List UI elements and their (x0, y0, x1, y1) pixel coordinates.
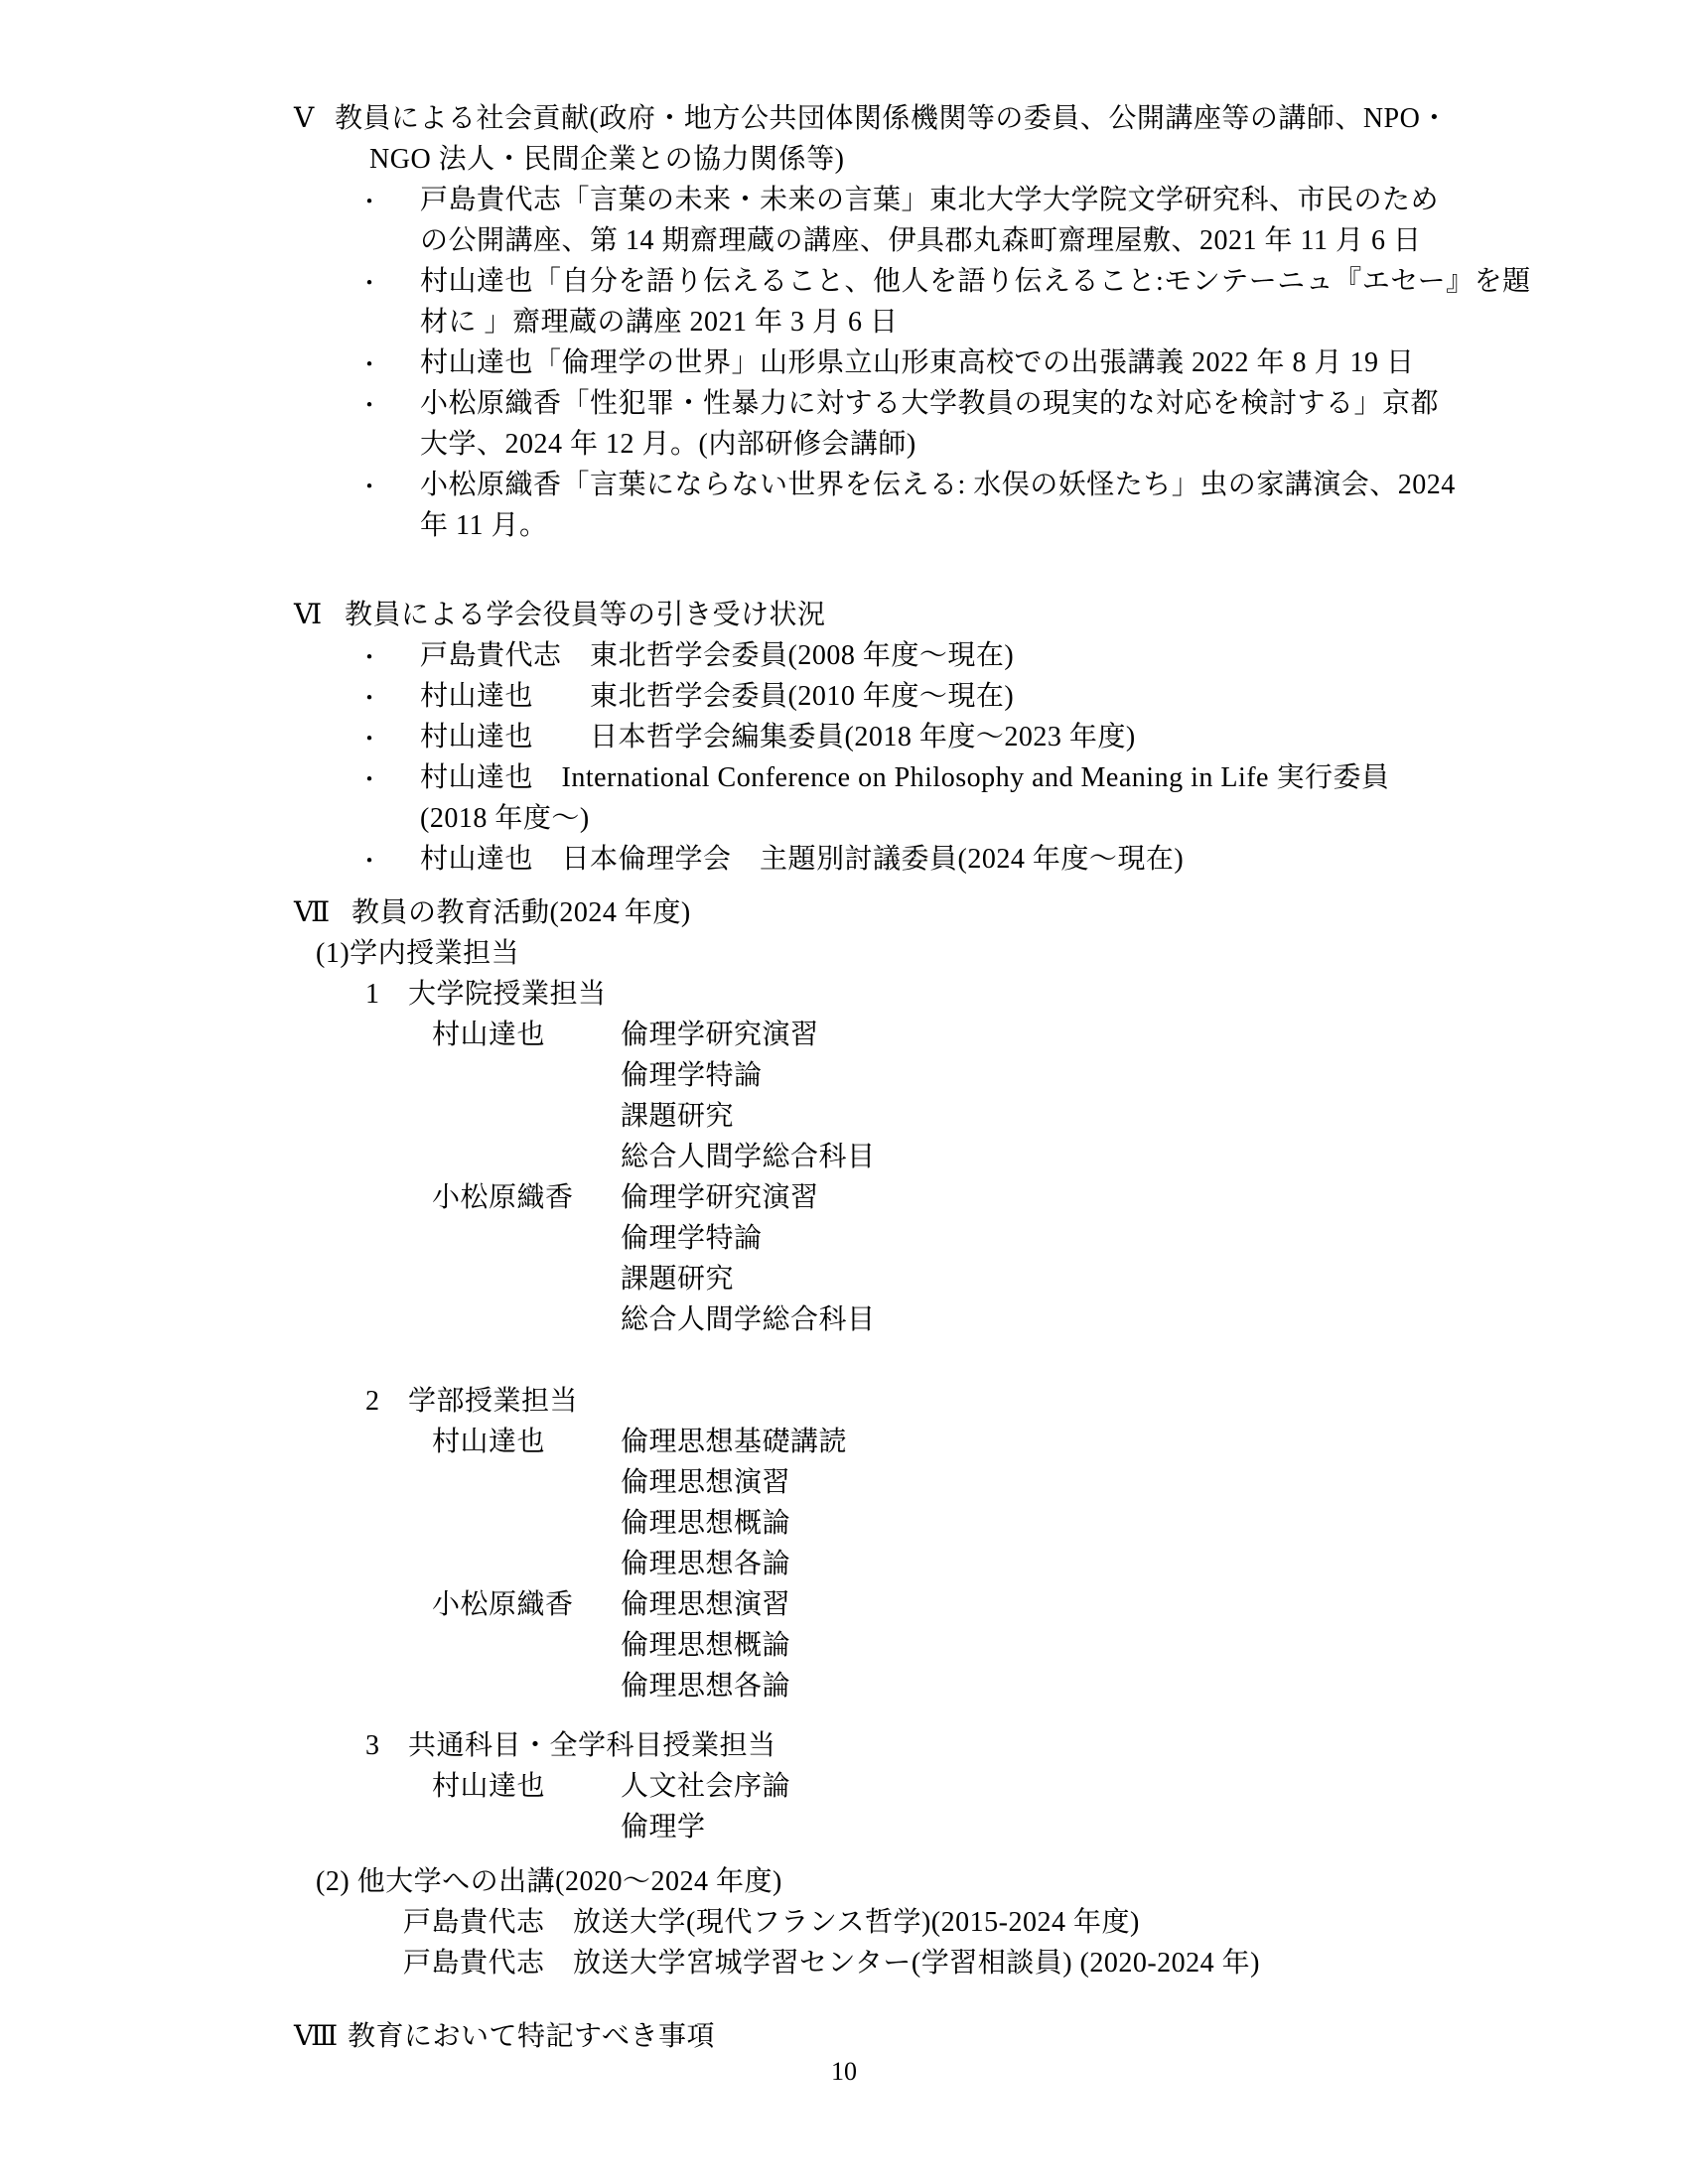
course-row (432, 1059, 763, 1093)
section-v-numeral: Ⅴ (294, 103, 315, 134)
list-item-continuation: 材に 」齋理蔵の講座 2021 年 3 月 6 日 (420, 307, 899, 338)
course-row (432, 1303, 876, 1337)
bullet-icon: ・ (357, 474, 382, 500)
course-name: 倫理学特論 (621, 1060, 763, 1091)
course-row (432, 1629, 790, 1663)
lecturer-name: 小松原織香 (432, 1589, 574, 1620)
course-row (432, 1019, 819, 1052)
list-item (357, 346, 1415, 382)
list-item-text: 戸島貴代志 東北哲学会委員(2008 年度～現在) (420, 640, 1015, 671)
section-v-title: 教員による社会貢献(政府・地方公共団体関係機関等の委員、公開講座等の講師、NPO・ (335, 103, 1449, 134)
course-name: 倫理思想演習 (621, 1589, 791, 1620)
course-row (432, 1181, 819, 1215)
section-vii-title: 教員の教育活動(2024 年度) (352, 897, 691, 928)
list-item-text: 村山達也 International Conference on Philosophy and Meaning in Life 実行委員 (420, 762, 1390, 793)
course-name: 倫理思想概論 (621, 1630, 791, 1661)
subsection-label-graduate: 1 大学院授業担当 (365, 979, 607, 1010)
section-viii-numeral: Ⅷ (294, 2021, 339, 2052)
list-item (357, 761, 1390, 797)
list-item-text: 小松原織香「言葉にならない世界を伝える: 水俣の妖怪たち」虫の家講演会、2024 (420, 470, 1456, 500)
section-viii-title: 教育において特記すべき事項 (348, 2021, 715, 2052)
section-v-title-continuation: NGO 法人・民間企業との協力関係等) (369, 144, 845, 175)
list-item-text: 戸島貴代志「言葉の未来・未来の言葉」東北大学大学院文学研究科、市民のため (420, 185, 1440, 215)
course-name: 倫理学研究演習 (621, 1020, 819, 1050)
course-name: 倫理学特論 (621, 1223, 763, 1254)
subsection-label-undergraduate: 2 学部授業担当 (365, 1386, 579, 1417)
course-name: 倫理思想概論 (621, 1508, 791, 1539)
section-vi-numeral: Ⅵ (294, 600, 323, 630)
list-item (357, 184, 1439, 219)
course-row (432, 1466, 790, 1500)
course-row (432, 1548, 790, 1581)
page-number: 10 (831, 2057, 857, 2086)
subsection-label-other-universities: (2) 他大学への出講(2020～2024 年度) (316, 1866, 782, 1897)
list-item-continuation: の公開講座、第 14 期齋理蔵の講座、伊具郡丸森町齋理屋敷、2021 年 11 月 6 日 (420, 225, 1422, 256)
lecturer-name: 小松原織香 (432, 1182, 574, 1213)
course-row (432, 1100, 734, 1134)
section-vii-numeral: Ⅶ (294, 897, 331, 928)
section-v-heading (294, 102, 1449, 136)
list-item-text: 村山達也 東北哲学会委員(2010 年度～現在) (420, 681, 1015, 712)
list-item-text: 村山達也 日本倫理学会 主題別討議委員(2024 年度～現在) (420, 844, 1185, 875)
section-viii-heading (294, 2020, 715, 2054)
section-vii-heading (294, 896, 691, 930)
course-row (432, 1811, 706, 1844)
course-row (432, 1141, 876, 1174)
course-name: 倫理学 (621, 1812, 706, 1843)
course-row (432, 1770, 790, 1804)
section-vi-title: 教員による学会役員等の引き受け状況 (345, 600, 826, 630)
course-name: 課題研究 (621, 1101, 735, 1132)
course-name: 課題研究 (621, 1264, 735, 1295)
subsection-label-common-courses: 3 共通科目・全学科目授業担当 (365, 1730, 776, 1761)
list-item-text: 村山達也 日本哲学会編集委員(2018 年度～2023 年度) (420, 722, 1136, 752)
lecturer-name: 村山達也 (432, 1020, 546, 1050)
course-row (432, 1588, 790, 1622)
list-item-continuation: 大学、2024 年 12 月。(内部研修会講師) (420, 429, 916, 460)
bullet-icon: ・ (357, 685, 382, 712)
course-name: 総合人間学総合科目 (621, 1304, 876, 1335)
course-name: 人文社会序論 (621, 1771, 791, 1802)
course-row (432, 1222, 763, 1256)
course-name: 倫理思想演習 (621, 1467, 791, 1498)
list-item (357, 721, 1136, 756)
bullet-icon: ・ (357, 766, 382, 793)
list-item (357, 265, 1531, 301)
list-item (357, 469, 1456, 504)
course-name: 総合人間学総合科目 (621, 1142, 876, 1172)
list-item (357, 680, 1014, 716)
list-item-text: 小松原織香「性犯罪・性暴力に対する大学教員の現実的な対応を検討する」京都 (420, 388, 1440, 419)
section-vi-heading (294, 599, 826, 632)
outside-lecture-row: 戸島貴代志 放送大学(現代フランス哲学)(2015-2024 年度) (403, 1907, 1140, 1938)
course-row (432, 1670, 790, 1704)
bullet-icon: ・ (357, 270, 382, 297)
list-item-continuation: 年 11 月。 (420, 510, 548, 541)
list-item (357, 843, 1184, 879)
bullet-icon: ・ (357, 644, 382, 671)
list-item-continuation: (2018 年度～) (420, 803, 590, 834)
lecturer-name: 村山達也 (432, 1427, 546, 1457)
course-name: 倫理学研究演習 (621, 1182, 819, 1213)
course-row (432, 1507, 790, 1541)
bullet-icon: ・ (357, 351, 382, 378)
subsection-label-campus-courses: (1)学内授業担当 (316, 938, 520, 969)
bullet-icon: ・ (357, 726, 382, 752)
lecturer-name: 村山達也 (432, 1771, 546, 1802)
list-item (357, 387, 1439, 423)
list-item-text: 村山達也「自分を語り伝えること、他人を語り伝えること:モンテーニュ『エセー』を題 (420, 266, 1531, 297)
list-item (357, 639, 1014, 675)
course-name: 倫理思想各論 (621, 1549, 791, 1579)
list-item-text: 村山達也「倫理学の世界」山形県立山形東高校での出張講義 2022 年 8 月 19 日 (420, 347, 1415, 378)
course-row (432, 1426, 847, 1459)
outside-lecture-row: 戸島貴代志 放送大学宮城学習センター(学習相談員) (2020-2024 年) (403, 1948, 1261, 1979)
course-row (432, 1263, 734, 1297)
bullet-icon: ・ (357, 189, 382, 215)
bullet-icon: ・ (357, 392, 382, 419)
course-name: 倫理思想基礎講読 (621, 1427, 848, 1457)
course-name: 倫理思想各論 (621, 1671, 791, 1702)
bullet-icon: ・ (357, 848, 382, 875)
